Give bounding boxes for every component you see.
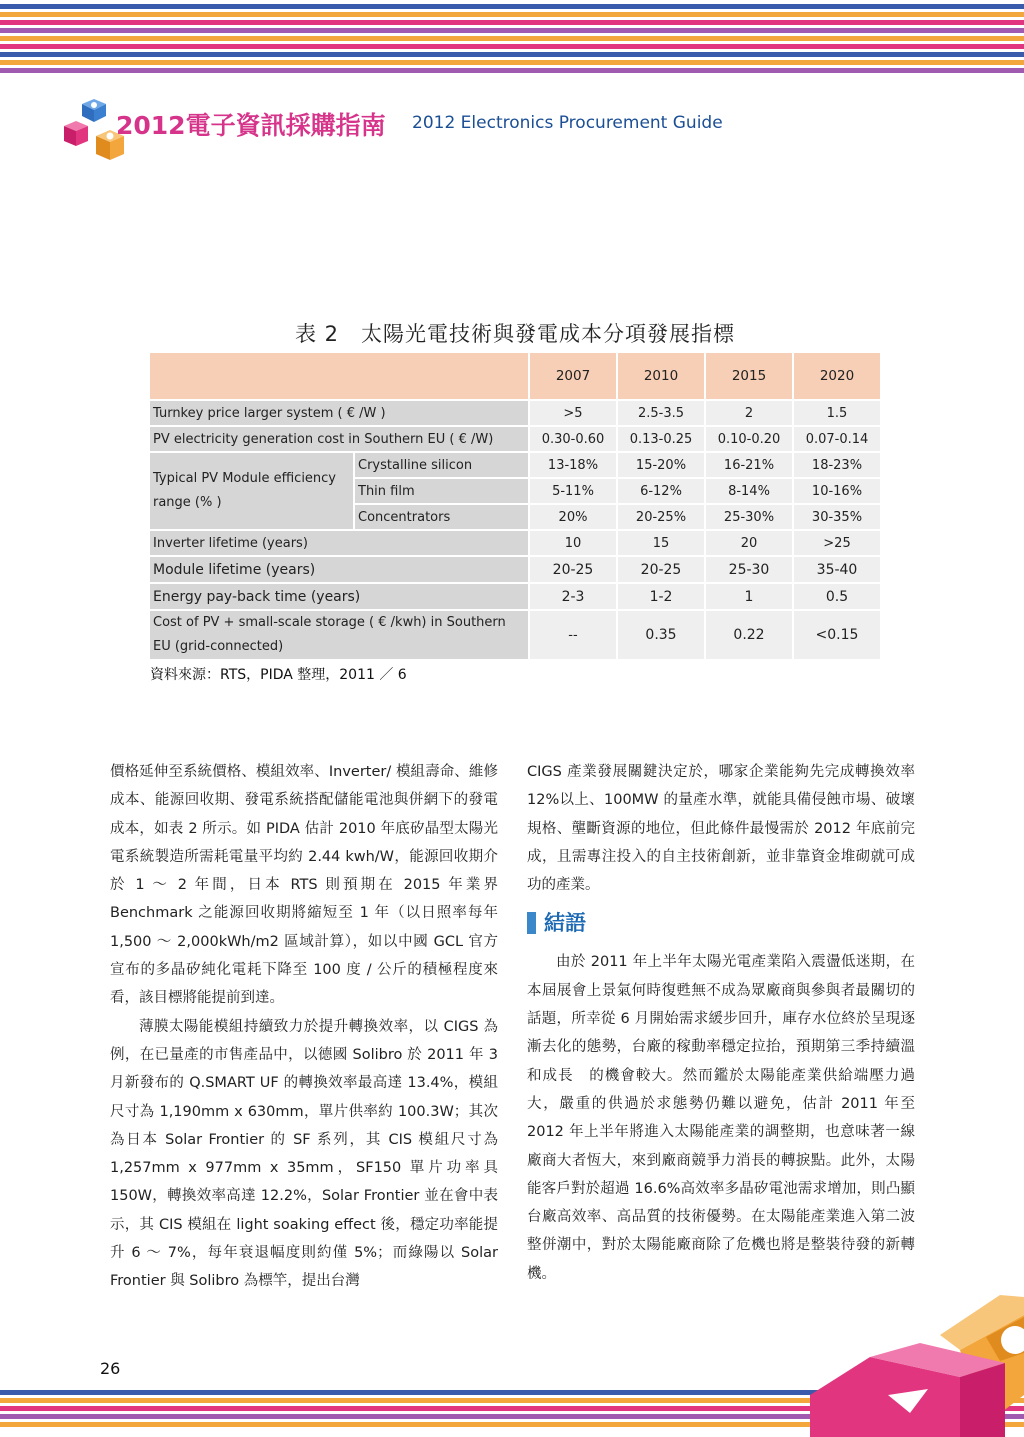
table-row	[150, 531, 882, 557]
year-header: 2020	[794, 353, 882, 401]
sub-label: Concentrators	[355, 505, 530, 531]
table-cell: 16-21%	[706, 453, 794, 479]
table-cell: 8-14%	[706, 479, 794, 505]
top-stripes	[0, 4, 1024, 73]
table-cell: 20	[706, 531, 794, 557]
table-cell: 18-23%	[794, 453, 882, 479]
table-cell: 20-25	[618, 557, 706, 584]
year-header: 2010	[618, 353, 706, 401]
table-cell: <0.15	[794, 611, 882, 661]
row-label: Energy pay-back time (years)	[150, 584, 530, 611]
table-cell: 25-30	[706, 557, 794, 584]
header-empty-cell	[150, 353, 530, 401]
guide-title-cn: 2012電子資訊採購指南	[116, 111, 386, 140]
table-row	[150, 611, 882, 661]
table-cell: 2-3	[530, 584, 618, 611]
table-cell: 1	[706, 584, 794, 611]
table-cell: 2	[706, 401, 794, 427]
table-cell: 1.5	[794, 401, 882, 427]
table-cell: 25-30%	[706, 505, 794, 531]
corner-cube-icon	[810, 1295, 1024, 1437]
row-label: Inverter lifetime (years)	[150, 531, 530, 557]
guide-title-en: 2012 Electronics Procurement Guide	[412, 113, 723, 133]
right-column	[527, 758, 915, 1288]
table-row	[150, 584, 882, 611]
table-cell: 20%	[530, 505, 618, 531]
table-cell: 35-40	[794, 557, 882, 584]
table-cell: 0.22	[706, 611, 794, 661]
table-cell: 30-35%	[794, 505, 882, 531]
section-title: 結語	[544, 911, 586, 936]
table-row	[150, 427, 882, 453]
section-bar-icon	[527, 912, 536, 934]
table-row	[150, 557, 882, 584]
row-label: Module lifetime (years)	[150, 557, 530, 584]
body-paragraph: 由於 2011 年上半年太陽光電產業陷入震盪低迷期，在本屆展會上景氣何時復甦無不成為眾廠商與參與者最關切的話題，所幸從 6 月開始需求緩步回升，庫存水位終於呈現逐漸去化的態勢，台廠的稼動率穩定拉抬，預期第三季持續溫和成長 的機會較大。然而鑑於太陽能產業供給端壓力過大，嚴重的供過於求態勢仍難以避免，估計 2011 年至 2012 年上半年將進入太陽能產業的調整期，也意味著一線廠商大者恆大，來到廠商競爭力消長的轉捩點。此外，太陽能客戶對於超過 16.6%高效率多晶矽電池需求增加，則凸顯台廠高效率、高品質的技術優勢。在太陽能產業進入第二波整併潮中，對於太陽能廠商除了危機也將是整裝待發的新轉機。	[527, 954, 915, 1282]
row-label: Cost of PV + small-scale storage ( € /kwh) in Southern EU (grid-connected)	[150, 611, 530, 661]
table-cell: >5	[530, 401, 618, 427]
table-cell: 20-25	[530, 557, 618, 584]
group-label: Typical PV Module efficiency range (% )	[150, 453, 355, 531]
table-cell: 0.10-0.20	[706, 427, 794, 453]
table-cell: 6-12%	[618, 479, 706, 505]
table-cell: 0.30-0.60	[530, 427, 618, 453]
table-cell: 2.5-3.5	[618, 401, 706, 427]
sub-label: Crystalline silicon	[355, 453, 530, 479]
table-header-row	[150, 353, 882, 401]
table-cell: 5-11%	[530, 479, 618, 505]
left-column	[110, 758, 498, 1296]
table-cell: 10-16%	[794, 479, 882, 505]
body-paragraph: 薄膜太陽能模組持續致力於提升轉換效率，以 CIGS 為例，在已量產的市售產品中，以德國 Solibro 於 2011 年 3 月新發布的 Q.SMART UF 的轉換效率最高達 13.4%，模組尺寸為 1,190mm x 630mm，單片供率約 100.3W；其次為日本 Solar Frontier 的 SF 系列，其 CIS 模組尺寸為 1,257mm x 977mm x 35mm，SF150 單片功率具 150W，轉換效率高達 12.2%，Solar Frontier 並在會中表示，其 CIS 模組在 light soaking effect 後，穩定功率能提升 6 ～ 7%，每年衰退幅度則約僅 5%；而綠陽以 Solar Frontier 與 Solibro 為標竿，提出台灣	[110, 1018, 498, 1290]
row-label: Turnkey price larger system ( € /W )	[150, 401, 530, 427]
table-cell: 10	[530, 531, 618, 557]
sub-label: Thin film	[355, 479, 530, 505]
table-cell: >25	[794, 531, 882, 557]
table-title: 表 2 太陽光電技術與發電成本分項發展指標	[295, 322, 736, 346]
body-paragraph: CIGS 產業發展關鍵決定於，哪家企業能夠先完成轉換效率 12%以上、100MW 的量產水準，就能具備侵蝕市場、破壞規格、壟斷資源的地位，但此條件最慢需於 2012 年底前完成，且需專注投入的自主技術創新，並非靠資金堆砌就可成功的產業。	[527, 764, 915, 894]
table-cell: 0.5	[794, 584, 882, 611]
year-header: 2015	[706, 353, 794, 401]
row-label: PV electricity generation cost in Southern EU ( € /W)	[150, 427, 530, 453]
table-cell: 13-18%	[530, 453, 618, 479]
table-cell: 15	[618, 531, 706, 557]
table-cell: 20-25%	[618, 505, 706, 531]
table-cell: 1-2	[618, 584, 706, 611]
table-source: 資料來源：RTS，PIDA 整理，2011 ／ 6	[150, 667, 407, 683]
table-cell: 0.07-0.14	[794, 427, 882, 453]
table-cell: 0.35	[618, 611, 706, 661]
page-number: 26	[100, 1359, 121, 1378]
table-cell: 15-20%	[618, 453, 706, 479]
data-table	[150, 353, 882, 661]
table-cell: --	[530, 611, 618, 661]
section-heading	[527, 905, 915, 941]
year-header: 2007	[530, 353, 618, 401]
page-header	[60, 98, 960, 168]
table-cell: 0.13-0.25	[618, 427, 706, 453]
table-row	[150, 401, 882, 427]
body-paragraph: 價格延伸至系統價格、模組效率、Inverter/ 模組壽命、維修成本、能源回收期、發電系統搭配儲能電池與併網下的發電成本，如表 2 所示。如 PIDA 估計 2010 年底矽晶型太陽光電系統製造所需耗電量平均約 2.44 kwh/W，能源回收期介於 1 ～ 2 年間，日本 RTS 則預期在 2015 年業界 Benchmark 之能源回收期將縮短至 1 年（以日照率每年 1,500 ～ 2,000kWh/m2 區域計算），如以中國 GCL 官方宣布的多晶矽純化電耗下降至 100 度 / 公斤的積極程度來看，該目標將能提前到達。	[110, 764, 498, 1007]
table-row	[150, 453, 882, 479]
